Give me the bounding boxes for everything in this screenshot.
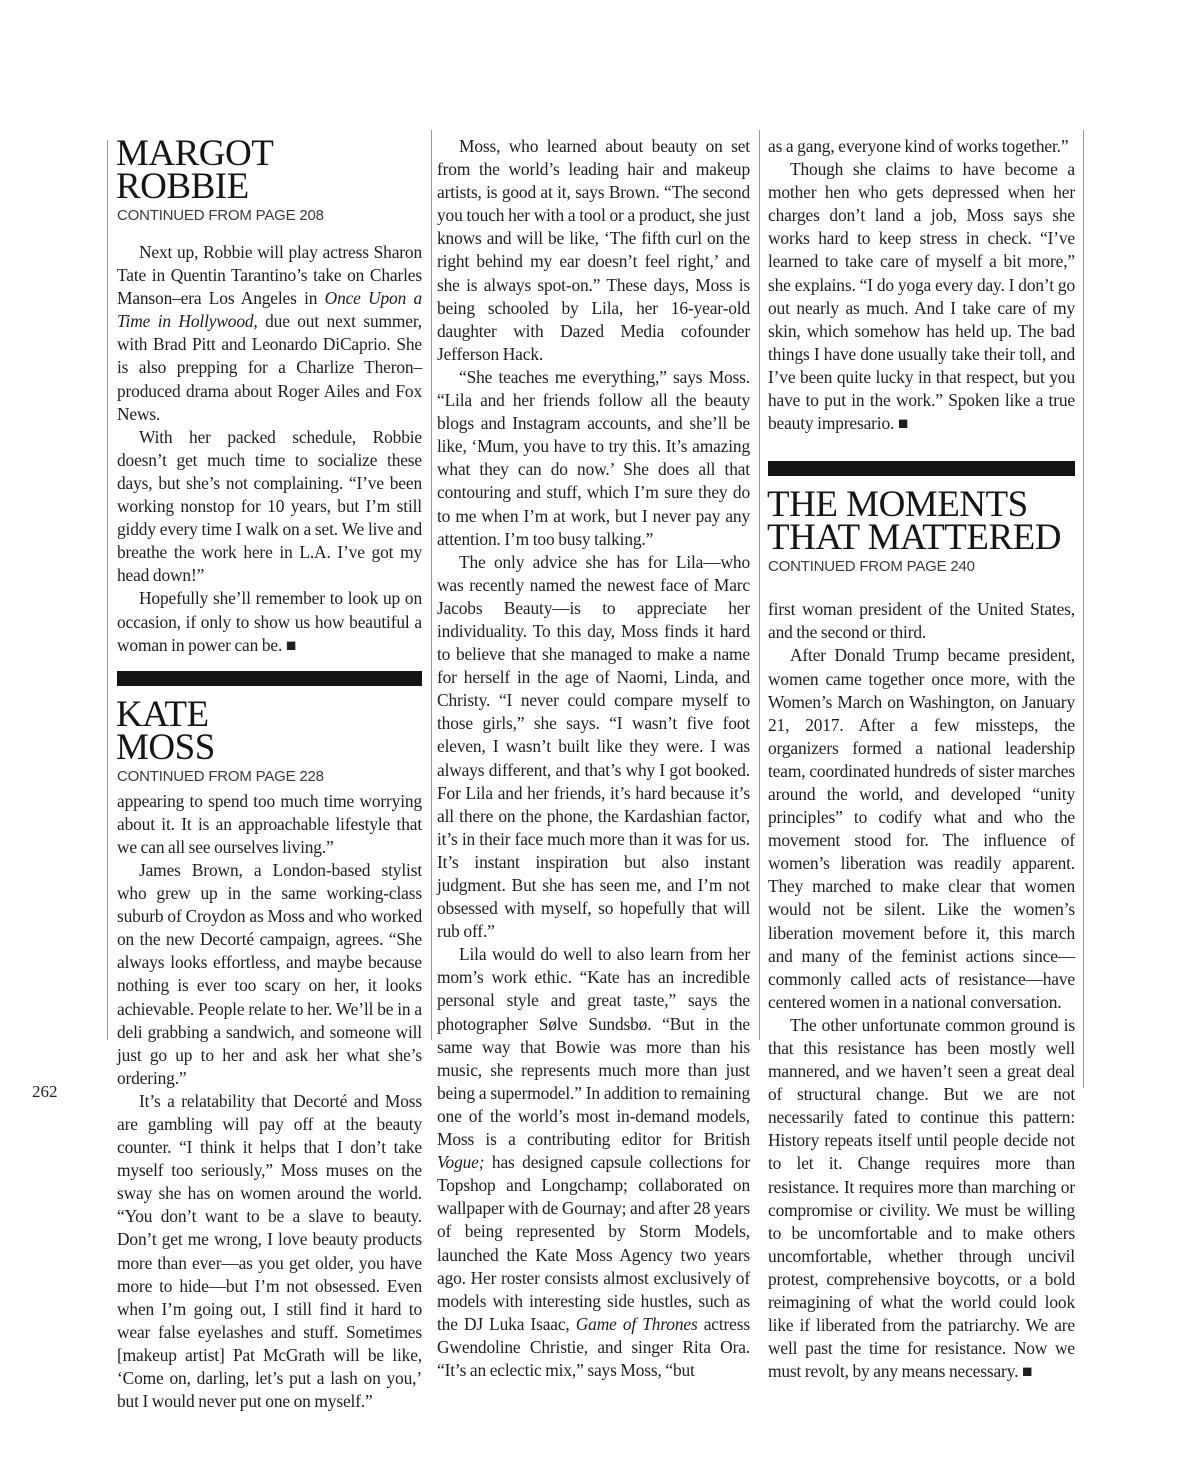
paragraph bbox=[437, 551, 750, 944]
column-rule-2 bbox=[759, 130, 760, 1040]
article-title-kate-moss bbox=[116, 693, 422, 768]
text: It’s a relatability that Decorté and Moss are gambling will pay off at the beauty counter. “I think it helps that I don’t take myself too seriously,” Moss muses on the sway she has on women around the world. “You don’t want to be a slave to beauty. Don’t get me wrong, I love beauty products more than ever—as you get older, you have more to hide—but I’m not obsessed. Even when I’m going out, I still find it hard to wear false eyelashes and stuff. Sometimes [makeup artist] Pat McGrath will be like, ‘Come on, darling, let’s put a lash on you,’ but I would never put one on myself.” bbox=[117, 1090, 422, 1412]
paragraph bbox=[768, 158, 1075, 435]
paragraph bbox=[437, 943, 750, 1382]
text: Hopefully she’ll remember to look up on occasion, if only to show us how beautiful a woman in power can be. ■ bbox=[117, 588, 422, 655]
text: “She teaches me everything,” says Moss. “Lila and her friends follow all the beauty blogs and Instagram accounts, and she’ll be like, ‘Mum, you have to try this. It’s amazing what they can do now.’ She does all that contouring and stuff, which I’m sure they do to me when I’m at work, but I never pay any attention. I’m too busy talking.” bbox=[437, 366, 750, 549]
text: appearing to spend too much time worrying about it. It is an approachable lifestyle that we can all see ourselves living.” bbox=[117, 790, 422, 857]
text: has designed capsule collections for Topshop and Longchamp; collaborated on wallpaper with de Gournay; and after 28 years of being represented by Storm Models, launched the Kate Moss Agency two years ago. Her roster consists almost exclusively of models with interesting side hustles, such as the DJ Luka Isaac, bbox=[437, 1152, 750, 1334]
article-body-kate-col3 bbox=[768, 135, 1075, 435]
article-body-kate-col1 bbox=[117, 790, 422, 1414]
paragraph bbox=[768, 135, 1075, 158]
column-1 bbox=[116, 133, 423, 1413]
text: With her packed schedule, Robbie doesn’t get much time to socialize these days, but she’s not complaining. “I’ve been working nonstop for 10 years, but I’m still giddy every time I walk on a set. We live and breathe the work here in L.A. I’ve got my head down!” bbox=[117, 426, 422, 586]
paragraph bbox=[117, 859, 422, 1090]
article-title-moments bbox=[767, 484, 1075, 559]
paragraph bbox=[437, 135, 750, 366]
text: as a gang, everyone kind of works together.” bbox=[768, 136, 1069, 156]
column-rule-left bbox=[107, 140, 108, 1040]
text: Lila would do well to also learn from her mom’s work ethic. “Kate has an incredible personal style and great taste,” says the photographer Sølve Sundsbø. “But in the same way that Bowie was more than his music, she represents much more than just being a supermodel.” In addition to remaining one of the world’s most in-demand models, Moss is a contributing editor for British bbox=[437, 944, 750, 1150]
title-line: THAT MATTERED bbox=[767, 517, 1061, 559]
text: Though she claims to have become a mother hen who gets depressed when her charges don’t land a job, Moss says she works hard to keep stress in check. “I’ve learned to take care of myself a bit more,” she explains. “I do yoga every day. I don’t go out nearly as much. And I take care of my skin, which somehow has held up. The bad things I have done usually take their toll, and I’ve been quite lucky in that respect, but you have to put in the work.” Spoken like a true beauty impresario. ■ bbox=[768, 159, 1075, 434]
title-line: KATE bbox=[116, 693, 209, 735]
text: first woman president of the United States, and the second or third. bbox=[768, 599, 1075, 643]
page-number: 262 bbox=[32, 1082, 58, 1101]
column-rule-1 bbox=[431, 130, 432, 1040]
text: Next up, Robbie will play actress Sharon Tate in Quentin Tarantino’s take on Charles Manson–era Los Angeles in bbox=[117, 242, 422, 309]
column-2 bbox=[437, 135, 750, 1382]
text: After Donald Trump became president, women came together once more, with the Women’s March on Washington, on January 21, 2017. After a few missteps, the organizers formed a national leadership team, coordinated hundreds of sister marches around the world, and developed “unity principles” to codify what and who the movement stood for. The influence of women’s liberation was readily apparent. They marched to make clear that women would not be silent. Like the women’s liberation movement before it, this march and many of the feminist actions since—commonly called acts of resistance—have centered women in a national conversation. bbox=[768, 645, 1075, 1012]
title-line: THE MOMENTS bbox=[767, 484, 1028, 526]
paragraph bbox=[768, 644, 1075, 1014]
text: actress Gwendoline Christie, and singer Rita Ora. “It’s an eclectic mix,” says Moss, “but bbox=[437, 1313, 750, 1380]
paragraph bbox=[117, 1090, 422, 1413]
text: Moss, who learned about beauty on set from the world’s leading hair and makeup artists, is good at it, says Brown. “The second you touch her with a tool or a product, she just knows and will be like, ‘The fifth curl on the right behind my ear doesn’t feel right,’ and she is always spot-on.” These days, Moss is being schooled by Lila, her 16-year-old daughter with Dazed Media cofounder Jefferson Hack. bbox=[437, 136, 750, 364]
article-body-kate-col2 bbox=[437, 135, 750, 1382]
italic-text: Once Upon a Time in Hollywood, bbox=[117, 288, 423, 332]
paragraph bbox=[117, 241, 422, 426]
article-body-margot bbox=[117, 241, 422, 657]
section-divider-bar bbox=[117, 671, 422, 686]
continued-from-label: CONTINUED FROM PAGE 208 bbox=[117, 207, 324, 224]
continued-from-label: CONTINUED FROM PAGE 228 bbox=[117, 767, 324, 785]
text: James Brown, a London-based stylist who grew up in the same working-class suburb of Croydon as Moss and who worked on the new Decorté campaign, agrees. “She always looks effortless, and maybe because nothing is ever too scary on her, it looks achievable. People relate to her. We’ll be in a deli grabbing a sandwich, and someone will just go up to her and ask her what she’s ordering.” bbox=[117, 859, 422, 1088]
title-line: MARGOT bbox=[116, 133, 274, 174]
paragraph bbox=[768, 1014, 1075, 1384]
paragraph bbox=[117, 790, 422, 859]
paragraph bbox=[437, 366, 750, 551]
title-line: ROBBIE bbox=[116, 166, 249, 207]
title-line: MOSS bbox=[116, 726, 215, 768]
continued-from-label: CONTINUED FROM PAGE 240 bbox=[768, 558, 975, 576]
paragraph bbox=[768, 598, 1075, 644]
paragraph bbox=[117, 426, 422, 588]
article-body-moments bbox=[768, 598, 1075, 1383]
text: The only advice she has for Lila—who was recently named the newest face of Marc Jacobs Beauty—is to appreciate her individuality. To this day, Moss finds it hard to believe that she managed to make a name for herself in the age of Naomi, Linda, and Christy. “I never could compare myself to those girls,” she says. “I wasn’t five foot eleven, I wasn’t built like they were. I was always different, and that’s why I got booked. For Lila and her friends, it’s hard because it’s all there on the phone, the Kardashian factor, it’s in their face much more than it was for us. It’s instant inspiration but also instant judgment. But she has seen me, and I’m not obsessed with myself, so hopefully that will rub off.” bbox=[437, 551, 750, 942]
italic-text: Vogue; bbox=[437, 1152, 485, 1173]
section-divider-bar bbox=[768, 461, 1075, 476]
italic-text: Game of Thrones bbox=[575, 1313, 698, 1334]
article-title-margot-robbie bbox=[116, 133, 422, 207]
text: due out next summer, with Brad Pitt and Leonardo DiCaprio. She is also prepping for a Charlize Theron–produced drama about Roger Ailes and Fox News. bbox=[117, 311, 422, 424]
paragraph bbox=[117, 587, 422, 656]
column-rule-right bbox=[1083, 130, 1084, 1088]
column-3 bbox=[768, 135, 1075, 1383]
text: The other unfortunate common ground is that this resistance has been mostly well mannered, and we haven’t seen a great deal of structural change. But we are not necessarily fated to continue this pattern: History repeats itself until people decide not to let it. Change requires more than resistance. It requires more than marching or compromise or civility. We must be willing to be uncomfortable and to make others uncomfortable, whether through uncivil protest, comprehensive boycotts, or a bold reimagining of what the world could look like if liberated from the patriarchy. We are well past the time for resistance. Now we must revolt, by any means necessary. ■ bbox=[768, 1014, 1075, 1382]
